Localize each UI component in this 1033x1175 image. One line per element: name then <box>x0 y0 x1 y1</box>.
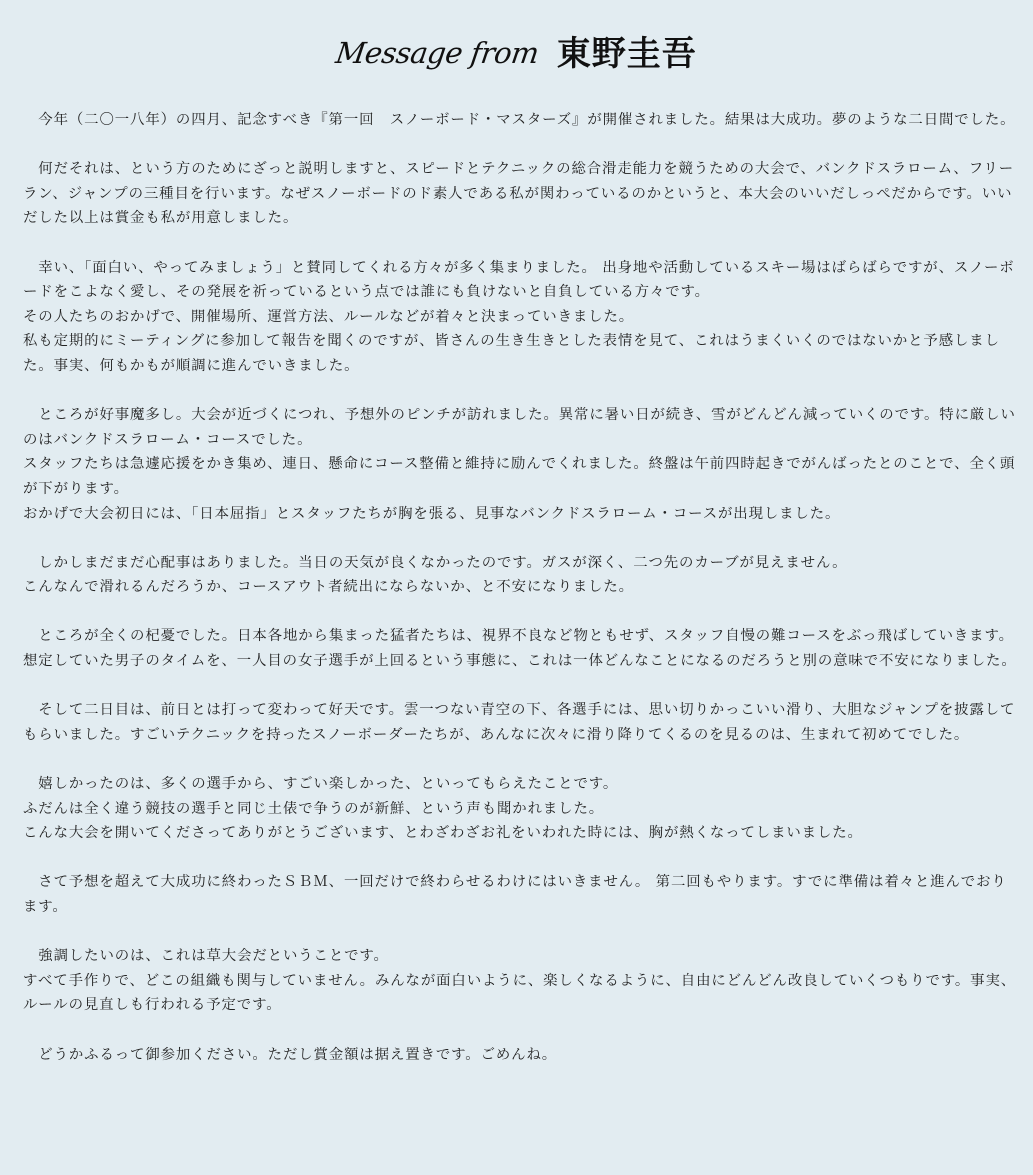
message-paragraph <box>23 157 1018 231</box>
message-paragraph <box>23 698 1018 747</box>
paragraph-line: しかしまだまだ心配事はありました。当日の天気が良くなかったのです。ガスが深く、二つ先のカーブが見えません。 <box>23 554 848 571</box>
paragraph-line: こんな大会を開いてくださってありがとうございます、とわざわざお礼をいわれた時には、胸が熱くなってしまいました。 <box>23 825 863 842</box>
paragraph-line: ところが全くの杞憂でした。日本各地から集まった猛者たちは、視界不良など物ともせず、スタッフ自慢の難コースをぶっ飛ばしていきます。 <box>23 628 1014 645</box>
paragraph-line: 何だそれは、という方のためにざっと説明しますと、スピードとテクニックの総合滑走能力を競うための大会で、バンクドスラローム、フリーラン、ジャンプの三種目を行います。なぜスノーボードのド素人である私が関わっているのかというと、本大会のいいだしっぺだからです。いいだした以上は賞金も私が用意しました。 <box>23 161 1015 227</box>
message-paragraph <box>23 256 1018 379</box>
paragraph-line: ところが好事魔多し。大会が近づくにつれ、予想外のピンチが訪れました。異常に暑い日が続き、雪がどんどん減っていくのです。特に厳しいのはバンクドスラローム・コースでした。 <box>23 407 1016 448</box>
message-paragraph <box>23 1043 1018 1068</box>
message-paragraph <box>23 403 1018 526</box>
message-header <box>0 22 1033 78</box>
paragraph-line: 嬉しかったのは、多くの選手から、すごい楽しかった、といってもらえたことです。 <box>23 776 619 793</box>
message-from-title: Message from <box>333 36 542 70</box>
message-body <box>23 108 1018 1067</box>
paragraph-line: そして二日目は、前日とは打って変わって好天です。雲一つない青空の下、各選手には、思い切りかっこいい滑り、大胆なジャンプを披露してもらいました。すごいテクニックを持ったスノーボーダーたちが、あんなに次々に滑り降りてくるのを見るのは、生まれて初めてでした。 <box>23 702 1016 743</box>
message-paragraph <box>23 870 1018 919</box>
message-paragraph <box>23 551 1018 600</box>
message-paragraph <box>23 944 1018 1018</box>
paragraph-line: 私も定期的にミーティングに参加して報告を聞くのですが、皆さんの生き生きとした表情を見て、これはうまくいくのではないかと予感しました。事実、何もかもが順調に進んでいきました。 <box>23 333 1000 374</box>
paragraph-line: こんなんで滑れるんだろうか、コースアウト者続出にならないか、と不安になりました。 <box>23 579 634 596</box>
message-paragraph <box>23 108 1018 133</box>
paragraph-line: どうかふるって御参加ください。ただし賞金額は据え置きです。ごめんね。 <box>23 1046 558 1063</box>
message-paragraph <box>23 772 1018 846</box>
paragraph-line: その人たちのおかげで、開催場所、運営方法、ルールなどが着々と決まっていきました。 <box>23 308 635 325</box>
paragraph-line: すべて手作りで、どこの組織も関与していません。みんなが面白いように、楽しくなるように、自由にどんどん改良していくつもりです。事実、ルールの見直しも行われる予定です。 <box>23 972 1017 1014</box>
paragraph-line: 想定していた男子のタイムを、一人目の女子選手が上回るという事態に、これは一体どんなことになるのだろうと別の意味で不安になりました。 <box>23 653 1017 670</box>
author-name: 東野圭吾 <box>556 33 697 74</box>
paragraph-line: ふだんは全く違う競技の選手と同じ土俵で争うのが新鮮、という声も聞かれました。 <box>23 800 605 817</box>
paragraph-line: 幸い、「面白い、やってみましょう」と賛同してくれる方々が多く集まりました。 出身地や活動しているスキー場はばらばらですが、スノーボードをこよなく愛し、その発展を祈っているという点では誰にも負けないと自負している方々です。 <box>23 259 1015 301</box>
paragraph-line: スタッフたちは急遽応援をかき集め、連日、懸命にコース整備と維持に励んでくれました。終盤は午前四時起きでがんばったとのことで、全く頭が下がります。 <box>23 456 1016 497</box>
message-paragraph <box>23 624 1018 673</box>
paragraph-line: 強調したいのは、これは草大会だということです。 <box>23 948 389 965</box>
paragraph-line: おかげで大会初日には、「日本屈指」とスタッフたちが胸を張る、見事なバンクドスラローム・コースが出現しました。 <box>23 505 841 522</box>
paragraph-line: 今年（二〇一八年）の四月、記念すべき『第一回 スノーボード・マスターズ』が開催されました。結果は大成功。夢のような二日間でした。 <box>23 112 1016 128</box>
paragraph-line: さて予想を超えて大成功に終わったＳＢＭ、一回だけで終わらせるわけにはいきません。 第二回もやります。すでに準備は着々と進んでおります。 <box>23 874 1007 915</box>
